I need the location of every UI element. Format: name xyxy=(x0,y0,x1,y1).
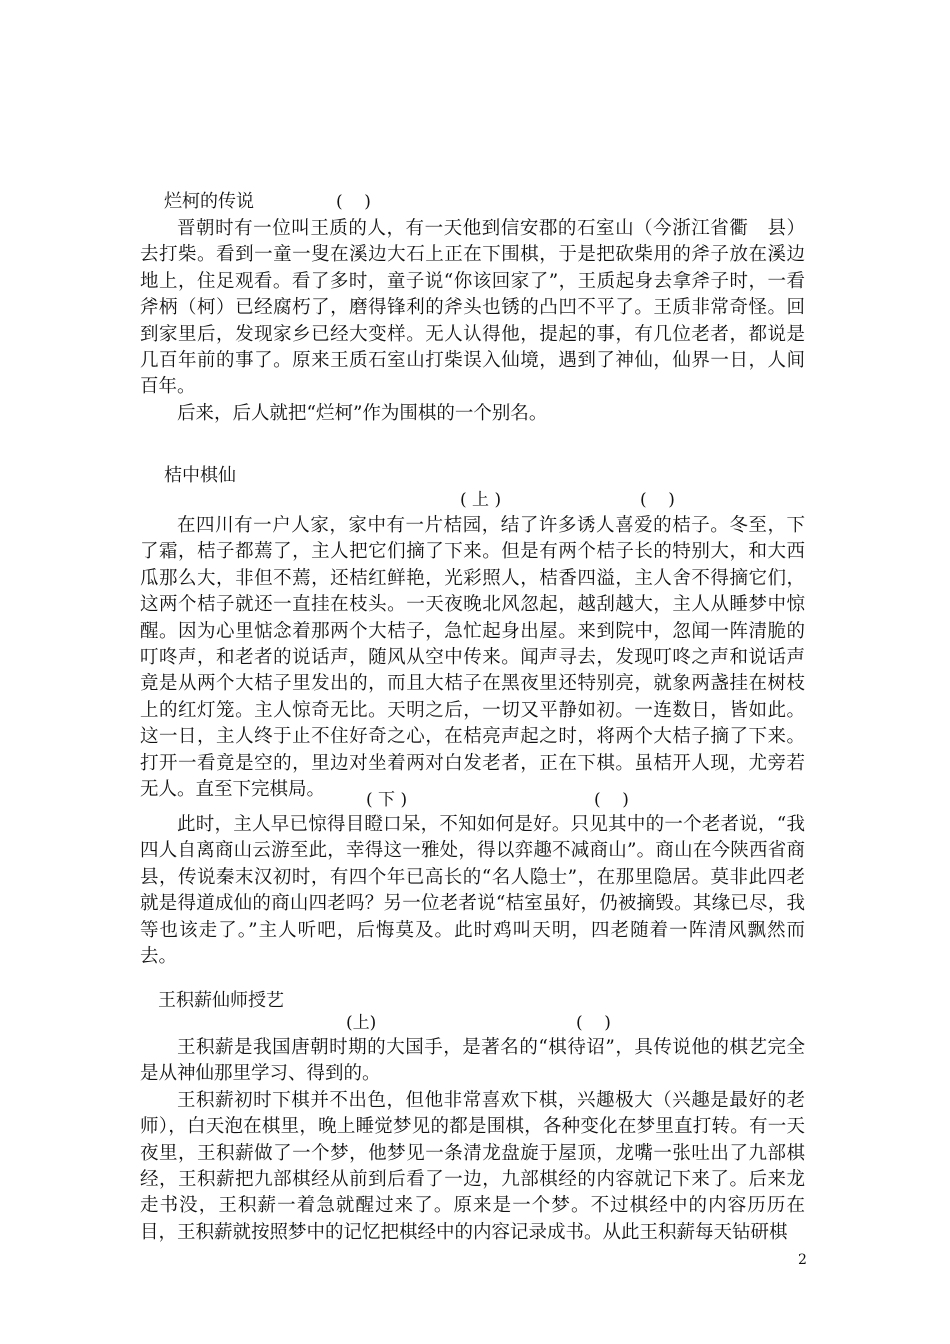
story1-title: 烂柯的传说 xyxy=(164,191,254,212)
story1-blank-marker: ( ) xyxy=(336,192,371,212)
story2-title: 桔中棋仙 xyxy=(164,465,236,486)
story3-paragraph-1: 王积薪是我国唐朝时期的大国手，是著名的“棋待诏”，具传说他的棋艺完全是从神仙那里学习、得到的。 xyxy=(140,1037,805,1085)
story1-paragraph-1: 晋朝时有一位叫王质的人，有一天他到信安郡的石室山（今浙江省衢 县）去打柴。看到一童一叟在溪边大石上正在下围棋，于是把砍柴用的斧子放在溪边地上，住足观看。看了多时，童子说“你该回家了”，王质起身去拿斧子时，一看斧柄（柯）已经腐朽了，磨得锋利的斧头也锈的凸凹不平了。王质非常奇怪。回到家里后，发现家乡已经大变样。无人认得他，提起的事，有几位老者，都说是几百年前的事了。原来王质石室山打柴误入仙境，遇到了神仙，仙界一日，人间百年。 xyxy=(140,218,805,398)
story2-part1-label: ( 上 ) xyxy=(460,490,502,510)
story2-part1-blank-marker: ( ) xyxy=(640,490,675,510)
story2-part1-body xyxy=(140,513,805,803)
story3-body xyxy=(140,1035,805,1246)
story3-part1-label: (上) xyxy=(346,1013,377,1033)
story2-part2-label: ( 下 ) xyxy=(366,790,408,810)
story3-title: 王积薪仙师授艺 xyxy=(158,990,284,1011)
story1-body xyxy=(140,216,805,427)
story3-paragraph-2: 王积薪初时下棋并不出色，但他非常喜欢下棋，兴趣极大（兴趣是最好的老师），白天泡在棋里，晚上睡觉梦见的都是围棋，各种变化在梦里直打转。有一天夜里，王积薪做了一个梦，他梦见一条清龙盘旋于屋顶，龙嘴一张吐出了九部棋经，王积薪把九部棋经从前到后看了一边，九部棋经的内容就记下来了。后来龙走书没，王积薪一着急就醒过来了。原来是一个梦。不过棋经中的内容历历在目，王积薪就按照梦中的记忆把棋经中的内容记录成书。从此王积薪每天钻研棋 xyxy=(140,1089,805,1243)
page-number: 2 xyxy=(798,1252,807,1268)
story2-part1-paragraph: 在四川有一户人家，家中有一片桔园，结了许多诱人喜爱的桔子。冬至，下了霜，桔子都蔫了，主人把它们摘了下来。但是有两个桔子长的特别大，和大西瓜那么大，非但不蔫，还桔红鲜艳，光彩照人，桔香四溢，主人舍不得摘它们，这两个桔子就还一直挂在枝头。一天夜晚北风忽起，越刮越大，主人从睡梦中惊醒。因为心里惦念着那两个大桔子，急忙起身出屋。来到院中，忽闻一阵清脆的叮咚声，和老者的说话声，随风从空中传来。闻声寻去，发现叮咚之声和说话声竟是从两个大桔子里发出的，而且大桔子在黑夜里还特别亮，就象两盏挂在树枝上的红灯笼。主人惊奇无比。天明之后，一切又平静如初。一连数日，皆如此。这一日，主人终于止不住好奇之心，在桔亮声起之时，将两个大桔子摘了下来。打开一看竟是空的，里边对坐着两对白发老者，正在下棋。虽桔开人现，尤旁若无人。直至下完棋局。 xyxy=(140,515,805,801)
story1-paragraph-2: 后来，后人就把“烂柯”作为围棋的一个别名。 xyxy=(177,402,548,424)
story3-part1-blank-marker: ( ) xyxy=(576,1013,611,1033)
story2-part2-blank-marker: ( ) xyxy=(594,790,629,810)
story2-part2-body xyxy=(140,812,805,970)
story2-part2-paragraph: 此时，主人早已惊得目瞪口呆，不知如何是好。只见其中的一个老者说，“我四人自离商山云游至此，幸得这一雅处，得以弈趣不减商山”。商山在今陕西省商县，传说秦末汉初时，有四个年已高长的“名人隐士”，在那里隐居。莫非此四老就是得道成仙的商山四老吗？另一位老者说“桔室虽好，仍被摘毁。其缘已尽，我等也该走了。”主人听吧，后悔莫及。此时鸡叫天明，四老随着一阵清风飘然而去。 xyxy=(140,814,805,968)
